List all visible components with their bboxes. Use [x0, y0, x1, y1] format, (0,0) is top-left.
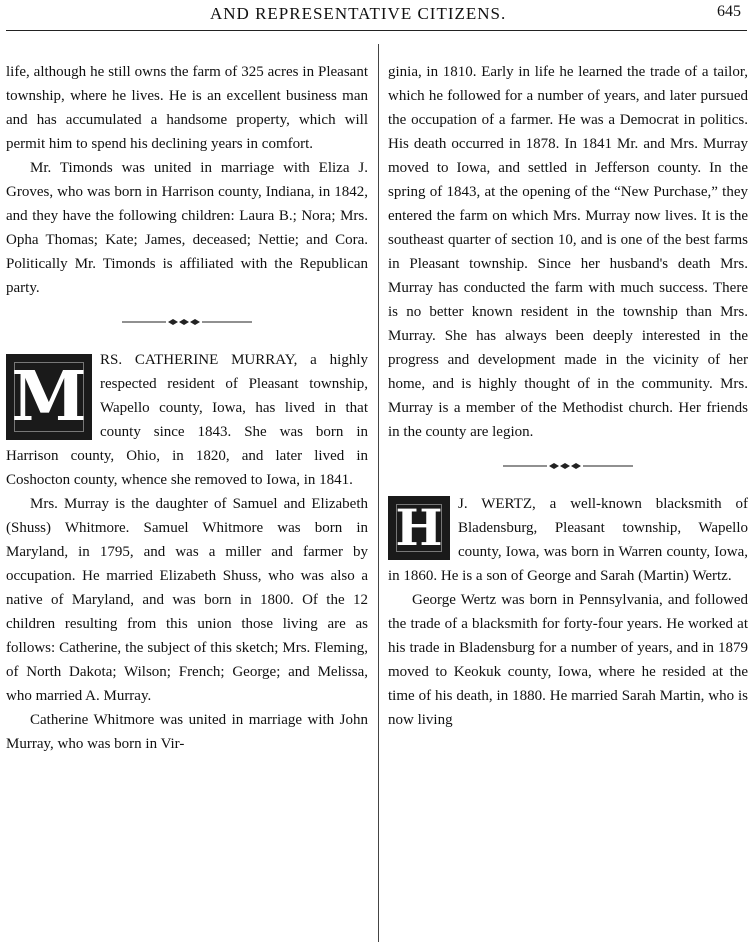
- paragraph: ginia, in 1810. Early in life he learned the trade of a tailor, which he followed for a number of years, and later pursued the occupation of a farmer. He was a Democrat in politics. His death occurred in 1878. In 1841 Mr. and Mrs. Murray moved to Iowa, and settled in Jefferson county. In the spring of 1843, at the opening of the “New Purchase,” they entered the farm on which Mrs. Murray now lives. It is the southeast quarter of section 10, and is one of the best farms in Pleasant township. Since her husband's death Mrs. Murray has conducted the farm with much success. There is no better known resident in the township than Mrs. Murray. She has always been deeply interested in the progress and development made in the vicinity of her home, and is highly thought of in the community. Mrs. Murray is a member of the Methodist church. Her friends in the county are legion.: [388, 64, 748, 440]
- right-column: [388, 60, 748, 732]
- paragraph: Mr. Timonds was united in marriage with Eliza J. Groves, who was born in Harrison county, Indiana, in 1842, and they have the following children: Laura B.; Nora; Mrs. Opha Thomas; Kate; James, deceased; Nettie; and Cora. Politically Mr. Timonds is affiliated with the Republican party.: [6, 160, 368, 296]
- paragraph: Mrs. Murray is the daughter of Samuel and Elizabeth (Shuss) Whitmore. Samuel Whitmore was born in Maryland, in 1795, and was a miller and farmer by occupation. He married Elizabeth Shuss, who was also a native of Maryland, and was born in 1800. Of the 12 children resulting from this union those living are as follows: Catherine, the subject of this sketch; Mrs. Fleming, of North Dakota; Wilson; French; George; and Melissa, who married A. Murray.: [6, 496, 368, 704]
- initial-letter: M: [11, 357, 87, 437]
- page-header: [0, 0, 753, 30]
- ornament-rule-icon: [122, 316, 252, 328]
- running-title: AND REPRESENTATIVE CITIZENS.: [210, 4, 507, 23]
- header-rule: [6, 30, 747, 31]
- left-column: [6, 60, 368, 756]
- decorative-initial: [388, 496, 450, 560]
- column-divider: [378, 44, 379, 942]
- initial-letter: H: [395, 498, 443, 557]
- paragraph: George Wertz was born in Pennsylvania, and followed the trade of a blacksmith for forty-four years. He worked at his trade in Bladensburg for a number of years, and in 1879 moved to Keokuk county, Iowa, where he resided at the time of his death, in 1880. He married Sarah Martin, who is now living: [388, 592, 748, 728]
- biography-intro: RS. CATHERINE MURRAY, a highly respected resident of Pleasant township, Wapello county, Iowa, has lived in that county since 1843. She was born in Harrison county, Ohio, in 1820, and later lived in Coshocton county, whence she removed to Iowa, in 1841.: [6, 352, 368, 488]
- section-separator: [6, 300, 368, 348]
- decorative-initial: [6, 354, 92, 440]
- section-separator: [388, 444, 748, 492]
- page-number: 645: [717, 3, 741, 20]
- ornament-rule-icon: [503, 460, 633, 472]
- paragraph: life, although he still owns the farm of 325 acres in Pleasant township, where he lives. He is an excellent business man and has accumulated a handsome property, which will permit him to spend his declining years in comfort.: [6, 64, 368, 152]
- biography-intro: J. WERTZ, a well-known blacksmith of Bladensburg, Pleasant township, Wapello county, Iowa, was born in Warren county, Iowa, in 1860. He is a son of George and Sarah (Martin) Wertz.: [388, 496, 748, 584]
- paragraph: Catherine Whitmore was united in marriage with John Murray, who was born in Vir-: [6, 712, 368, 752]
